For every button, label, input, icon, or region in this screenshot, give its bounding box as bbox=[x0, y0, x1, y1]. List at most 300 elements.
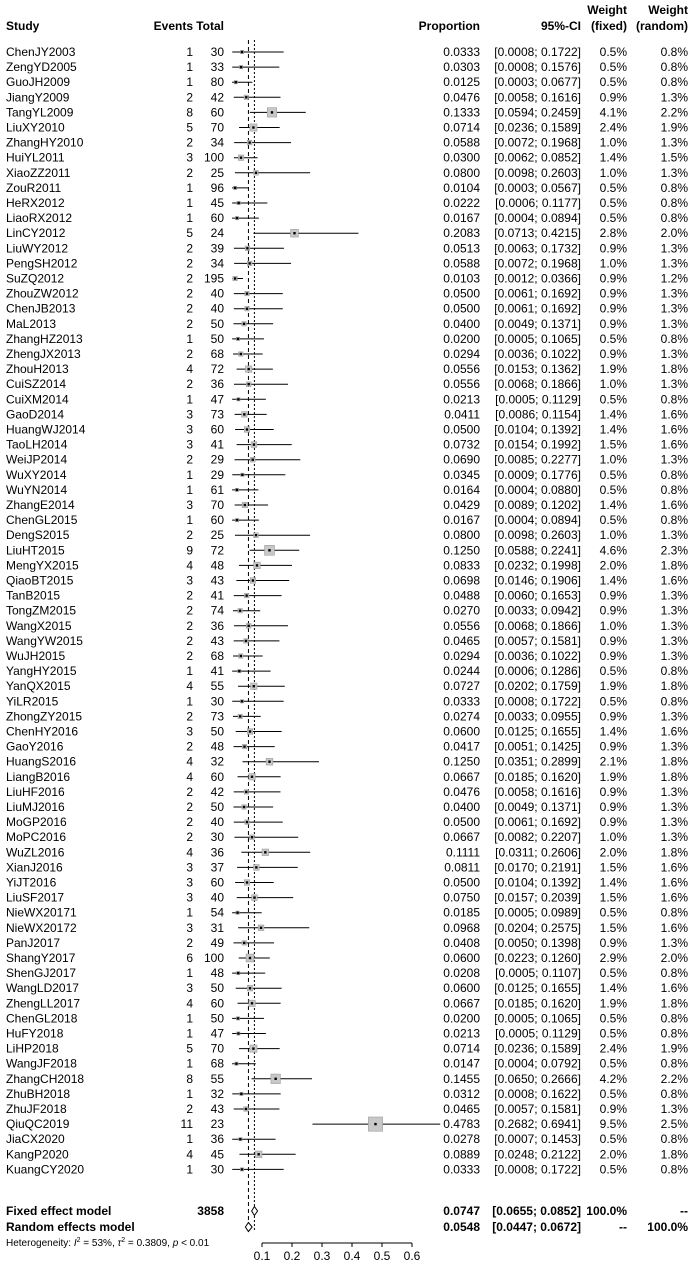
study-row bbox=[6, 513, 688, 527]
study-total: 24 bbox=[210, 226, 224, 241]
study-name: XianJ2016 bbox=[6, 860, 63, 875]
study-estimate-point bbox=[243, 745, 245, 747]
study-proportion: 0.0164 bbox=[443, 482, 480, 497]
study-events: 2 bbox=[186, 528, 193, 543]
study-weight-random: 1.3% bbox=[660, 800, 688, 814]
study-total: 43 bbox=[210, 1102, 224, 1116]
study-name: ZhongZY2015 bbox=[6, 709, 83, 724]
study-weight-random: 1.6% bbox=[660, 920, 688, 935]
study-row bbox=[6, 679, 688, 693]
study-weight-fixed: 1.4% bbox=[599, 407, 627, 422]
heterogeneity-i2-symbol: I bbox=[73, 1238, 77, 1249]
study-row bbox=[6, 936, 688, 950]
study-estimate-point bbox=[237, 202, 239, 204]
random-effects-weight-random: 100.0% bbox=[647, 1220, 688, 1234]
study-estimate-point bbox=[237, 338, 239, 340]
study-proportion: 0.0488 bbox=[443, 588, 480, 603]
study-proportion: 0.1333 bbox=[443, 105, 480, 120]
study-proportion: 0.0200 bbox=[443, 331, 480, 346]
study-weight-random: 0.8% bbox=[660, 694, 688, 709]
study-ci: [0.0050; 0.1398] bbox=[494, 935, 581, 950]
study-events: 1 bbox=[186, 45, 193, 59]
study-estimate-point bbox=[246, 308, 248, 310]
study-total: 32 bbox=[210, 754, 224, 769]
study-total: 43 bbox=[210, 573, 224, 588]
study-ci: [0.2682; 0.6941] bbox=[494, 1117, 581, 1132]
study-name: ShangY2017 bbox=[6, 951, 76, 965]
study-weight-random: 1.9% bbox=[660, 120, 688, 135]
study-name: TongZM2015 bbox=[6, 603, 77, 618]
heterogeneity-p-value: < 0.01 bbox=[181, 1238, 210, 1249]
study-total: 50 bbox=[210, 316, 224, 331]
study-weight-random: 1.3% bbox=[660, 316, 688, 331]
study-weight-fixed: 1.9% bbox=[599, 362, 627, 377]
study-ci: [0.0036; 0.1022] bbox=[494, 649, 581, 663]
study-weight-random: 0.8% bbox=[660, 392, 688, 407]
study-name: JiaCX2020 bbox=[6, 1132, 65, 1147]
study-events: 4 bbox=[186, 996, 193, 1011]
study-weight-fixed: 0.5% bbox=[599, 513, 627, 528]
study-proportion: 0.0300 bbox=[443, 150, 480, 165]
study-weight-random: 1.8% bbox=[660, 362, 688, 377]
study-events: 2 bbox=[186, 347, 193, 361]
study-name: LinCY2012 bbox=[6, 226, 66, 241]
study-weight-fixed: 0.5% bbox=[599, 905, 627, 920]
study-estimate-point bbox=[293, 232, 295, 234]
study-proportion: 0.0312 bbox=[443, 1086, 480, 1101]
study-total: 36 bbox=[210, 1132, 224, 1147]
study-name: ZhengLL2017 bbox=[6, 996, 81, 1011]
study-proportion: 0.0200 bbox=[443, 1011, 480, 1026]
study-row bbox=[6, 423, 688, 437]
study-proportion: 0.0513 bbox=[443, 241, 480, 256]
study-weight-fixed: 0.9% bbox=[599, 241, 627, 256]
study-events: 1 bbox=[186, 513, 193, 528]
study-estimate-point bbox=[247, 368, 249, 370]
study-total: 41 bbox=[210, 664, 224, 679]
study-ci: [0.0008; 0.1722] bbox=[494, 1162, 581, 1177]
study-row bbox=[6, 1087, 688, 1101]
study-proportion: 0.0400 bbox=[443, 800, 480, 814]
study-ci: [0.0005; 0.1065] bbox=[494, 331, 581, 346]
study-name: LiangB2016 bbox=[6, 769, 71, 784]
study-weight-fixed: 0.5% bbox=[599, 664, 627, 679]
random-effects-weight-fixed: -- bbox=[619, 1220, 627, 1234]
study-total: 42 bbox=[210, 90, 224, 105]
heterogeneity-p-symbol: p bbox=[172, 1238, 179, 1249]
study-total: 50 bbox=[210, 800, 224, 814]
study-total: 30 bbox=[210, 694, 224, 709]
x-axis-tick-label: 0.4 bbox=[343, 1249, 361, 1263]
study-ci: [0.0051; 0.1425] bbox=[494, 739, 581, 754]
study-name: GuoJH2009 bbox=[6, 75, 71, 90]
study-total: 48 bbox=[210, 966, 224, 981]
study-weight-fixed: 0.9% bbox=[599, 709, 627, 724]
study-weight-random: 1.3% bbox=[660, 633, 688, 648]
study-name: JiangY2009 bbox=[6, 90, 70, 105]
heterogeneity-sep2: , bbox=[167, 1238, 173, 1249]
study-weight-random: 0.8% bbox=[660, 905, 688, 920]
study-total: 36 bbox=[210, 618, 224, 633]
study-estimate-point bbox=[241, 474, 243, 476]
study-estimate-point bbox=[241, 1168, 243, 1170]
study-ci: [0.0232; 0.1998] bbox=[494, 558, 581, 573]
study-weight-random: 1.3% bbox=[660, 618, 688, 633]
study-weight-fixed: 1.5% bbox=[599, 860, 627, 875]
study-ci: [0.0185; 0.1620] bbox=[494, 769, 581, 784]
study-weight-random: 1.3% bbox=[660, 452, 688, 467]
study-total: 45 bbox=[210, 196, 224, 210]
study-weight-random: 1.6% bbox=[660, 437, 688, 452]
study-row bbox=[6, 1102, 688, 1116]
study-proportion: 0.0667 bbox=[443, 830, 480, 845]
study-row bbox=[6, 377, 688, 391]
fixed-effect-ci: [0.0655; 0.0852] bbox=[492, 1204, 581, 1218]
study-total: 60 bbox=[210, 422, 224, 437]
study-ci: [0.0153; 0.1362] bbox=[494, 362, 581, 377]
study-weight-fixed: 1.4% bbox=[599, 875, 627, 890]
study-name: HuangS2016 bbox=[6, 754, 77, 769]
study-proportion: 0.0270 bbox=[443, 603, 480, 618]
study-ci: [0.0005; 0.1129] bbox=[495, 392, 581, 407]
study-proportion: 0.0500 bbox=[443, 286, 480, 301]
study-weight-fixed: 1.4% bbox=[599, 724, 627, 739]
study-ci: [0.0072; 0.1968] bbox=[494, 256, 581, 271]
study-row bbox=[6, 166, 688, 180]
study-proportion: 0.0244 bbox=[443, 664, 480, 679]
study-proportion: 0.0732 bbox=[443, 437, 480, 452]
study-total: 32 bbox=[210, 1086, 224, 1101]
study-name: ZhangE2014 bbox=[6, 498, 75, 512]
study-weight-random: 1.6% bbox=[660, 498, 688, 512]
study-row bbox=[6, 1027, 688, 1041]
study-proportion: 0.0600 bbox=[443, 981, 480, 996]
study-estimate-point bbox=[264, 851, 266, 853]
study-weight-random: 1.6% bbox=[660, 724, 688, 739]
study-ci: [0.0062; 0.0852] bbox=[494, 150, 581, 165]
study-weight-fixed: 1.4% bbox=[599, 981, 627, 996]
study-ci: [0.0033; 0.0942] bbox=[494, 603, 581, 618]
study-name: ZhuJF2018 bbox=[6, 1102, 67, 1116]
study-weight-random: 0.8% bbox=[660, 1056, 688, 1071]
study-proportion: 0.0465 bbox=[443, 633, 480, 648]
study-weight-random: 1.8% bbox=[660, 845, 688, 860]
study-estimate-point bbox=[234, 187, 236, 189]
study-weight-fixed: 0.5% bbox=[599, 966, 627, 981]
study-weight-fixed: 1.4% bbox=[599, 150, 627, 165]
study-weight-random: 2.5% bbox=[660, 1117, 688, 1132]
study-total: 29 bbox=[210, 452, 224, 467]
study-events: 2 bbox=[186, 603, 193, 618]
study-weight-fixed: 1.0% bbox=[599, 135, 627, 150]
study-estimate-point bbox=[239, 715, 241, 717]
study-name: ZhangHY2010 bbox=[6, 135, 84, 150]
study-ci: [0.0004; 0.0792] bbox=[494, 1056, 581, 1071]
study-name: MoGP2016 bbox=[6, 815, 67, 830]
study-weight-random: 1.8% bbox=[660, 754, 688, 769]
study-events: 8 bbox=[186, 1071, 193, 1086]
study-weight-random: 2.2% bbox=[660, 105, 688, 120]
study-ci: [0.0068; 0.1866] bbox=[494, 618, 581, 633]
study-proportion: 0.0294 bbox=[443, 347, 480, 361]
study-weight-random: 1.3% bbox=[660, 347, 688, 361]
study-events: 2 bbox=[186, 739, 193, 754]
study-total: 70 bbox=[210, 498, 224, 512]
study-name: MoPC2016 bbox=[6, 830, 67, 845]
study-estimate-point bbox=[237, 1017, 239, 1019]
study-weight-fixed: 1.0% bbox=[599, 830, 627, 845]
study-row bbox=[6, 1057, 688, 1071]
study-events: 2 bbox=[186, 830, 193, 845]
study-weight-fixed: 1.0% bbox=[599, 377, 627, 392]
study-weight-random: 1.8% bbox=[660, 558, 688, 573]
study-estimate-point bbox=[246, 821, 248, 823]
study-name: ChenHY2016 bbox=[6, 724, 79, 739]
study-total: 50 bbox=[210, 1011, 224, 1026]
study-total: 55 bbox=[210, 679, 224, 694]
study-ci: [0.0202; 0.1759] bbox=[494, 679, 581, 694]
study-weight-random: 0.8% bbox=[660, 467, 688, 482]
study-row bbox=[6, 528, 688, 542]
study-name: LiuHT2015 bbox=[6, 543, 65, 558]
study-weight-random: 0.8% bbox=[660, 211, 688, 226]
study-proportion: 0.0345 bbox=[443, 467, 480, 482]
study-events: 2 bbox=[186, 316, 193, 331]
study-weight-fixed: 0.9% bbox=[599, 800, 627, 814]
study-weight-fixed: 1.9% bbox=[599, 769, 627, 784]
fixed-effect-proportion: 0.0747 bbox=[443, 1204, 480, 1218]
study-ci: [0.0650; 0.2666] bbox=[494, 1071, 581, 1086]
study-weight-random: 1.6% bbox=[660, 573, 688, 588]
study-total: 60 bbox=[210, 513, 224, 528]
study-ci: [0.0007; 0.1453] bbox=[494, 1132, 581, 1147]
study-total: 29 bbox=[210, 467, 224, 482]
study-estimate-point bbox=[237, 398, 239, 400]
study-events: 5 bbox=[186, 120, 193, 135]
study-row bbox=[6, 891, 688, 905]
study-total: 80 bbox=[210, 75, 224, 90]
study-total: 36 bbox=[210, 377, 224, 392]
study-name: ZhouH2013 bbox=[6, 362, 69, 377]
study-events: 1 bbox=[186, 1162, 193, 1177]
x-axis-tick-label: 0.5 bbox=[373, 1249, 391, 1263]
study-ci: [0.0006; 0.1177] bbox=[495, 196, 581, 210]
study-weight-random: 1.3% bbox=[660, 709, 688, 724]
study-events: 4 bbox=[186, 558, 193, 573]
study-events: 1 bbox=[186, 966, 193, 981]
study-row bbox=[6, 800, 688, 814]
study-estimate-point bbox=[252, 126, 254, 128]
study-weight-random: 1.3% bbox=[660, 784, 688, 799]
study-row bbox=[6, 725, 688, 739]
study-row bbox=[6, 317, 688, 331]
study-estimate-point bbox=[236, 912, 238, 914]
study-total: 50 bbox=[210, 724, 224, 739]
study-row bbox=[6, 90, 688, 104]
heterogeneity-label: Heterogeneity: bbox=[6, 1238, 72, 1249]
study-estimate-point bbox=[245, 96, 247, 98]
study-row bbox=[6, 241, 688, 255]
study-ci: [0.0058; 0.1616] bbox=[494, 784, 581, 799]
study-row bbox=[6, 136, 688, 150]
study-proportion: 0.0429 bbox=[443, 498, 480, 512]
study-estimate-point bbox=[268, 761, 270, 763]
study-estimate-point bbox=[252, 459, 254, 461]
study-events: 3 bbox=[186, 573, 193, 588]
study-events: 3 bbox=[186, 407, 193, 422]
study-ci: [0.0154; 0.1992] bbox=[494, 437, 581, 452]
study-events: 3 bbox=[186, 875, 193, 890]
study-estimate-point bbox=[246, 428, 248, 430]
study-estimate-point bbox=[255, 866, 257, 868]
study-proportion: 0.0408 bbox=[443, 935, 480, 950]
study-ci: [0.0033; 0.0955] bbox=[494, 709, 581, 724]
study-ci: [0.0060; 0.1653] bbox=[494, 588, 581, 603]
study-name: HeRX2012 bbox=[6, 196, 65, 210]
study-weight-fixed: 1.0% bbox=[599, 528, 627, 543]
study-total: 45 bbox=[210, 1147, 224, 1162]
study-weight-fixed: 0.9% bbox=[599, 815, 627, 830]
study-weight-random: 1.6% bbox=[660, 890, 688, 905]
study-proportion: 0.0588 bbox=[443, 135, 480, 150]
study-ci: [0.0157; 0.2039] bbox=[494, 890, 581, 905]
study-weight-random: 1.8% bbox=[660, 996, 688, 1011]
study-estimate-point bbox=[247, 383, 249, 385]
study-total: 48 bbox=[210, 739, 224, 754]
study-estimate-point bbox=[252, 579, 254, 581]
study-total: 37 bbox=[210, 860, 224, 875]
study-ci: [0.0311; 0.2606] bbox=[495, 845, 581, 860]
study-total: 30 bbox=[210, 45, 224, 59]
study-proportion: 0.0667 bbox=[443, 769, 480, 784]
study-weight-fixed: 1.5% bbox=[599, 437, 627, 452]
study-total: 73 bbox=[210, 709, 224, 724]
study-ci: [0.0588; 0.2241] bbox=[494, 543, 581, 558]
study-ci: [0.0170; 0.2191] bbox=[494, 860, 581, 875]
study-name: GaoY2016 bbox=[6, 739, 64, 754]
study-events: 3 bbox=[186, 498, 193, 512]
study-weight-fixed: 0.5% bbox=[599, 694, 627, 709]
plot-area bbox=[232, 40, 440, 1232]
study-events: 4 bbox=[186, 679, 193, 694]
study-total: 60 bbox=[210, 996, 224, 1011]
x-axis-tick-label: 0.1 bbox=[253, 1249, 271, 1263]
header-total: Total bbox=[196, 19, 224, 33]
study-row bbox=[6, 256, 688, 270]
study-row bbox=[6, 634, 688, 648]
study-row bbox=[6, 45, 688, 59]
study-total: 60 bbox=[210, 875, 224, 890]
study-estimate-point bbox=[236, 519, 238, 521]
study-total: 49 bbox=[210, 935, 224, 950]
study-weight-fixed: 1.0% bbox=[599, 165, 627, 180]
study-total: 36 bbox=[210, 845, 224, 860]
study-rows bbox=[6, 45, 688, 1176]
study-estimate-point bbox=[256, 564, 258, 566]
study-ci: [0.0005; 0.1129] bbox=[495, 1026, 581, 1041]
study-weight-random: 1.3% bbox=[660, 1102, 688, 1116]
study-estimate-point bbox=[235, 1063, 237, 1065]
header-ci: 95%-CI bbox=[540, 19, 581, 33]
study-estimate-point bbox=[251, 836, 253, 838]
study-estimate-point bbox=[251, 1002, 253, 1004]
study-weight-random: 1.9% bbox=[660, 1041, 688, 1056]
study-ci: [0.0713; 0.4215] bbox=[494, 226, 581, 241]
fixed-effect-label: Fixed effect model bbox=[6, 1204, 112, 1218]
study-total: 68 bbox=[210, 347, 224, 361]
study-weight-random: 0.8% bbox=[660, 482, 688, 497]
study-weight-fixed: 0.5% bbox=[599, 196, 627, 210]
study-estimate-point bbox=[247, 625, 249, 627]
study-proportion: 0.0690 bbox=[443, 452, 480, 467]
study-total: 74 bbox=[210, 603, 224, 618]
study-events: 3 bbox=[186, 437, 193, 452]
header-weight-fixed-sub: (fixed) bbox=[591, 19, 627, 33]
study-row bbox=[6, 1132, 688, 1146]
study-estimate-point bbox=[245, 640, 247, 642]
study-weight-random: 0.8% bbox=[660, 331, 688, 346]
study-ci: [0.0236; 0.1589] bbox=[494, 120, 581, 135]
study-weight-fixed: 1.0% bbox=[599, 452, 627, 467]
study-events: 5 bbox=[186, 1041, 193, 1056]
study-total: 41 bbox=[210, 588, 224, 603]
study-row bbox=[6, 604, 688, 618]
fixed-effect-diamond bbox=[252, 1207, 258, 1216]
study-row bbox=[6, 830, 688, 844]
study-estimate-point bbox=[245, 1108, 247, 1110]
study-events: 2 bbox=[186, 815, 193, 830]
study-events: 2 bbox=[186, 90, 193, 105]
study-name: WangLD2017 bbox=[6, 981, 79, 996]
study-weight-fixed: 2.4% bbox=[599, 120, 627, 135]
study-ci: [0.0036; 0.1022] bbox=[494, 347, 581, 361]
study-estimate-point bbox=[241, 51, 243, 53]
study-weight-random: 0.8% bbox=[660, 196, 688, 210]
heterogeneity-eq1: = bbox=[80, 1238, 92, 1249]
study-name: WeiJP2014 bbox=[6, 452, 68, 467]
study-weight-fixed: 0.5% bbox=[599, 482, 627, 497]
x-axis-tick-label: 0.6 bbox=[403, 1249, 421, 1263]
study-name: LiuWY2012 bbox=[6, 241, 69, 256]
study-name: XiaoZZ2011 bbox=[6, 165, 71, 180]
study-proportion: 0.0800 bbox=[443, 165, 480, 180]
study-weight-random: 1.3% bbox=[660, 301, 688, 316]
study-ci: [0.0005; 0.1065] bbox=[494, 1011, 581, 1026]
study-total: 54 bbox=[210, 905, 224, 920]
study-row bbox=[6, 196, 688, 210]
study-proportion: 0.1250 bbox=[443, 754, 480, 769]
random-effects-label: Random effects model bbox=[6, 1220, 135, 1234]
study-total: 70 bbox=[210, 120, 224, 135]
study-estimate-point bbox=[274, 1078, 276, 1080]
study-events: 2 bbox=[186, 633, 193, 648]
study-estimate-point bbox=[255, 534, 257, 536]
study-proportion: 0.0500 bbox=[443, 815, 480, 830]
study-name: CuiSZ2014 bbox=[6, 377, 67, 392]
study-ci: [0.0068; 0.1866] bbox=[494, 377, 581, 392]
study-events: 3 bbox=[186, 920, 193, 935]
study-row bbox=[6, 574, 688, 588]
study-events: 6 bbox=[186, 951, 193, 965]
study-name: KangP2020 bbox=[6, 1147, 69, 1162]
study-weight-random: 0.8% bbox=[660, 966, 688, 981]
study-name: ZhuBH2018 bbox=[6, 1086, 71, 1101]
study-weight-random: 2.0% bbox=[660, 226, 688, 241]
study-events: 1 bbox=[186, 1086, 193, 1101]
study-total: 100 bbox=[203, 951, 224, 965]
study-estimate-point bbox=[239, 610, 241, 612]
study-weight-fixed: 1.4% bbox=[599, 422, 627, 437]
